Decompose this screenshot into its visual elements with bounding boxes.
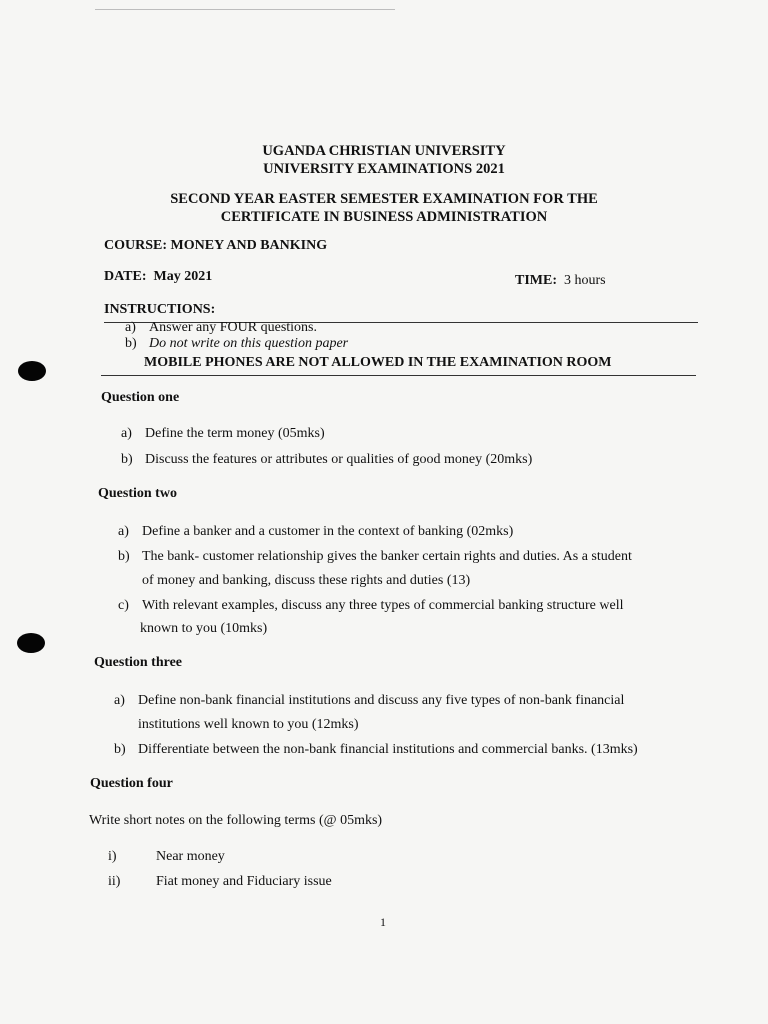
item-continuation: of money and banking, discuss these rights and duties (13) — [142, 573, 471, 588]
instruction-text: Answer any FOUR questions. — [149, 320, 317, 335]
question-item — [114, 742, 638, 758]
item-marker: b) — [118, 549, 130, 564]
scan-edge-line — [95, 9, 395, 10]
time-value: 3 hours — [564, 273, 606, 288]
item-continuation: institutions well known to you (12mks) — [138, 717, 359, 732]
semester-line: SECOND YEAR EASTER SEMESTER EXAMINATION FOR THE — [170, 191, 598, 207]
question-item — [114, 693, 624, 709]
item-marker: ii) — [108, 874, 121, 889]
instruction-text: Do not write on this question paper — [149, 336, 349, 351]
item-marker: a) — [114, 693, 125, 708]
item-marker: a) — [121, 426, 132, 441]
item-text: Define non-bank financial institutions and discuss any five types of non-bank financial — [138, 693, 625, 708]
page-number: 1 — [380, 915, 386, 929]
instructions-title: INSTRUCTIONS: — [104, 302, 216, 317]
instruction-marker: a) — [125, 320, 136, 335]
item-text: The bank- customer relationship gives the banker certain rights and duties. As a student — [142, 549, 632, 564]
question-item — [121, 452, 532, 468]
university-name: UGANDA CHRISTIAN UNIVERSITY — [262, 143, 506, 159]
item-text: Discuss the features or attributes or qualities of good money (20mks) — [145, 452, 533, 467]
item-text: Fiat money and Fiduciary issue — [156, 874, 332, 889]
item-marker: b) — [114, 742, 126, 757]
question-item — [121, 426, 325, 442]
question-item — [118, 549, 632, 565]
mobile-phones-notice: MOBILE PHONES ARE NOT ALLOWED IN THE EXAMINATION ROOM — [144, 355, 612, 370]
item-marker: a) — [118, 524, 129, 539]
question-two-title: Question two — [98, 486, 177, 501]
date-value: May 2021 — [153, 269, 213, 284]
item-text: Define the term money (05mks) — [145, 426, 325, 441]
instruction-item — [125, 336, 348, 352]
time-label: TIME: — [515, 273, 557, 288]
question-three-title: Question three — [94, 655, 183, 670]
item-text: With relevant examples, discuss any three types of commercial banking structure well — [142, 598, 624, 613]
question-item — [118, 524, 513, 540]
question-one-title: Question one — [101, 390, 180, 405]
course-line — [104, 238, 327, 254]
course-label: COURSE: — [104, 238, 168, 253]
exam-title: UNIVERSITY EXAMINATIONS 2021 — [263, 161, 505, 177]
date-line — [104, 269, 212, 285]
question-four-title: Question four — [90, 776, 173, 791]
question-item — [108, 849, 225, 865]
item-marker: i) — [108, 849, 117, 864]
course-value: MONEY AND BANKING — [170, 238, 328, 253]
item-marker: c) — [118, 598, 129, 613]
item-marker: b) — [121, 452, 133, 467]
date-label: DATE: — [104, 269, 147, 284]
time-line — [515, 273, 606, 289]
instruction-marker: b) — [125, 336, 137, 351]
question-item — [108, 874, 332, 890]
punch-hole-bottom — [17, 633, 45, 653]
item-continuation: known to you (10mks) — [140, 621, 268, 636]
question-four-intro: Write short notes on the following terms (@ 05mks) — [89, 813, 383, 828]
question-item — [118, 598, 624, 614]
instruction-item — [125, 320, 317, 336]
item-text: Near money — [156, 849, 225, 864]
instructions-bottom-rule — [101, 375, 696, 376]
certificate-line: CERTIFICATE IN BUSINESS ADMINISTRATION — [220, 209, 548, 225]
item-text: Differentiate between the non-bank financial institutions and commercial banks. (13mks) — [138, 742, 638, 757]
punch-hole-top — [18, 361, 46, 381]
item-text: Define a banker and a customer in the context of banking (02mks) — [142, 524, 514, 539]
